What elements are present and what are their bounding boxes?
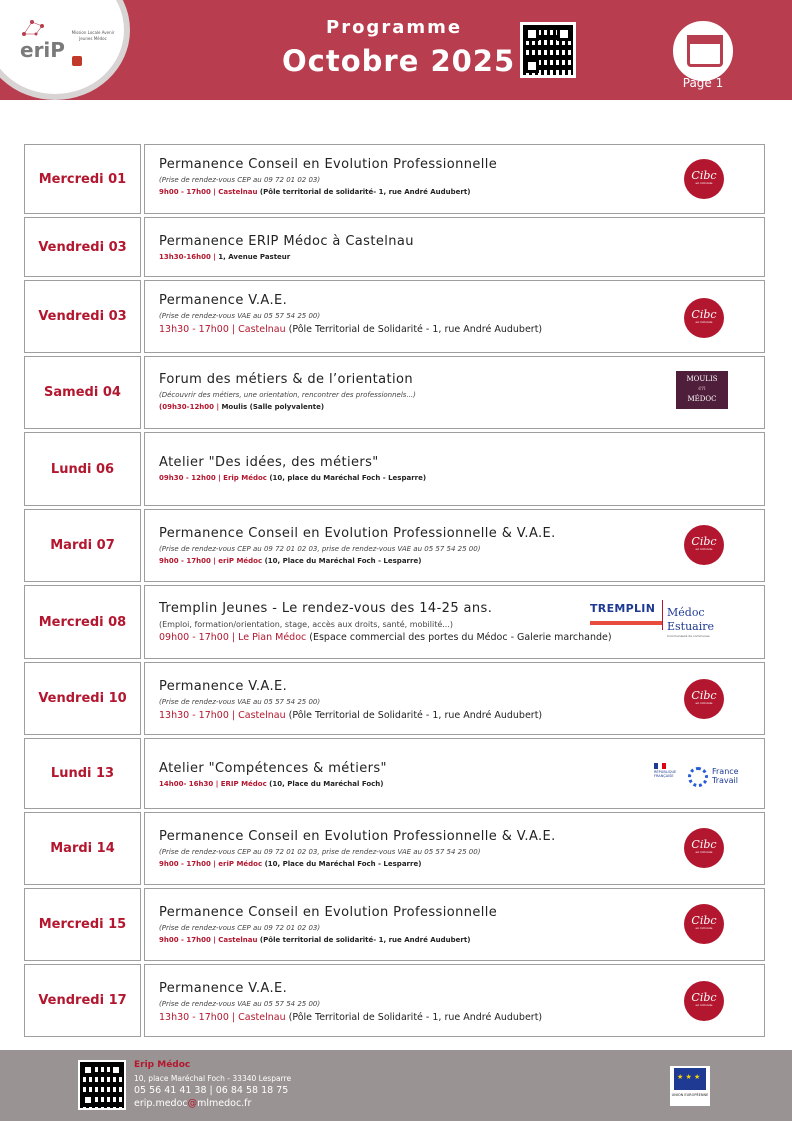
event-content — [144, 280, 765, 353]
event-date: Vendredi 03 — [24, 280, 141, 353]
france-travail-logo: France Travail — [688, 765, 742, 791]
event-title: Forum des métiers & de l’orientation — [159, 372, 414, 387]
event-place: 13h30-16h00 | 1, Avenue Pasteur — [159, 253, 291, 261]
moulis-en-medoc-logo: MOULIS en MÉDOC — [676, 371, 728, 409]
event-content — [144, 964, 765, 1037]
event-date: Mercredi 08 — [24, 585, 141, 659]
event-row — [24, 585, 765, 659]
page-header — [0, 0, 792, 100]
event-row — [24, 662, 765, 735]
event-note: (Prise de rendez-vous VAE au 05 57 54 25 00) — [159, 312, 321, 320]
event-content — [144, 432, 765, 506]
event-title: Permanence ERIP Médoc à Castelnau — [159, 234, 414, 249]
event-date: Lundi 13 — [24, 738, 141, 809]
event-note: (Prise de rendez-vous VAE au 05 57 54 25 00) — [159, 1000, 321, 1008]
event-content — [144, 509, 765, 582]
event-place: 09h00 - 17h00 | Le Pian Médoc (Espace commercial des portes du Médoc - Galerie marchande) — [159, 632, 612, 643]
event-title: Permanence Conseil en Evolution Professionnelle & V.A.E. — [159, 829, 556, 844]
event-row — [24, 144, 765, 214]
cibc-logo: Cibc en Gironde — [684, 159, 724, 199]
event-content — [144, 888, 765, 961]
cibc-logo: Cibc en Gironde — [684, 298, 724, 338]
eu-flag-icon — [674, 1068, 706, 1090]
event-content — [144, 812, 765, 885]
tremplin-jeunes-logo: TREMPLIN — [590, 602, 662, 625]
header-title-small: Programme — [326, 17, 463, 38]
cibc-logo: Cibc en Gironde — [684, 525, 724, 565]
event-content — [144, 217, 765, 277]
event-content — [144, 144, 765, 214]
event-note: (Prise de rendez-vous VAE au 05 57 54 25 00) — [159, 698, 321, 706]
calendar-badge — [670, 18, 736, 84]
agenda-table — [24, 144, 765, 1040]
event-date: Vendredi 03 — [24, 217, 141, 277]
event-row — [24, 812, 765, 885]
event-date: Samedi 04 — [24, 356, 141, 429]
footer-email-link[interactable]: erip.medoc@mlmedoc.fr — [134, 1098, 252, 1109]
event-date: Vendredi 17 — [24, 964, 141, 1037]
event-title: Permanence V.A.E. — [159, 293, 288, 308]
erip-logo — [0, 0, 130, 100]
page-number: Page 1 — [682, 76, 724, 90]
event-place: 13h30 - 17h00 | Castelnau (Pôle Territorial de Solidarité - 1, rue André Audubert) — [159, 710, 543, 721]
event-row — [24, 964, 765, 1037]
event-note: (Prise de rendez-vous CEP au 09 72 01 02 03) — [159, 924, 321, 932]
event-content — [144, 738, 765, 809]
cibc-logo: Cibc en Gironde — [684, 904, 724, 944]
event-title: Atelier "Des idées, des métiers" — [159, 455, 379, 470]
event-row — [24, 509, 765, 582]
event-date: Mercredi 15 — [24, 888, 141, 961]
republique-francaise-logo: RÉPUBLIQUE FRANÇAISE — [654, 763, 682, 789]
erip-logo-text: eriP — [20, 38, 65, 62]
event-title: Permanence V.A.E. — [159, 981, 288, 996]
page-footer — [0, 1050, 792, 1121]
event-date: Lundi 06 — [24, 432, 141, 506]
event-date: Mercredi 01 — [24, 144, 141, 214]
event-row — [24, 888, 765, 961]
event-content — [144, 356, 765, 429]
qr-code-icon[interactable] — [520, 22, 576, 78]
footer-phones[interactable]: 05 56 41 41 38 | 06 84 58 18 75 — [134, 1085, 289, 1096]
footer-address: 10, place Maréchal Foch - 33340 Lesparre — [134, 1074, 292, 1083]
event-note: (Prise de rendez-vous CEP au 09 72 01 02 03, prise de rendez-vous VAE au 05 57 54 25 00) — [159, 545, 481, 553]
event-content — [144, 662, 765, 735]
event-place: 13h30 - 17h00 | Castelnau (Pôle Territorial de Solidarité - 1, rue André Audubert) — [159, 1012, 543, 1023]
event-date: Mardi 07 — [24, 509, 141, 582]
cibc-logo: Cibc en Gironde — [684, 981, 724, 1021]
event-note: (Emploi, formation/orientation, stage, accès aux droits, santé, mobilité...) — [159, 620, 453, 629]
event-title: Permanence Conseil en Evolution Professionnelle — [159, 905, 498, 920]
event-row — [24, 217, 765, 277]
event-row — [24, 432, 765, 506]
event-place: 13h30 - 17h00 | Castelnau (Pôle Territorial de Solidarité - 1, rue André Audubert) — [159, 324, 543, 335]
cibc-logo: Cibc en Gironde — [684, 679, 724, 719]
region-logo — [72, 56, 82, 66]
event-title: Permanence Conseil en Evolution Professionnelle — [159, 157, 498, 172]
qr-code-icon[interactable] — [78, 1060, 126, 1110]
event-row — [24, 738, 765, 809]
eu-flag-logo: ★ ★ ★ UNION EUROPÉENNE — [670, 1066, 710, 1106]
event-row — [24, 356, 765, 429]
event-place: 14h00- 16h30 | ERIP Médoc (10, Place du Maréchal Foch) — [159, 780, 384, 788]
footer-org-name: Erip Médoc — [134, 1060, 191, 1070]
event-place: 9h00 - 17h00 | Castelnau (Pôle territorial de solidarité- 1, rue André Audubert) — [159, 188, 471, 196]
calendar-icon-top — [687, 35, 723, 44]
event-title: Tremplin Jeunes - Le rendez-vous des 14-25 ans. — [159, 601, 493, 616]
event-place: 9h00 - 17h00 | eriP Médoc (10, Place du Maréchal Foch - Lesparre) — [159, 557, 422, 565]
event-note: (Découvrir des métiers, une orientation, rencontrer des professionnels...) — [159, 391, 416, 399]
event-date: Vendredi 10 — [24, 662, 141, 735]
event-date: Mardi 14 — [24, 812, 141, 885]
event-title: Permanence Conseil en Evolution Professionnelle & V.A.E. — [159, 526, 556, 541]
event-title: Atelier "Compétences & métiers" — [159, 761, 387, 776]
mission-locale-text: Mission Locale Avenir Jeunes Médoc — [71, 30, 115, 41]
event-place: 09h30 - 12h00 | Erip Médoc (10, place du Maréchal Foch - Lesparre) — [159, 474, 427, 482]
network-dots-icon — [20, 16, 48, 38]
event-place: 9h00 - 17h00 | Castelnau (Pôle territorial de solidarité- 1, rue André Audubert) — [159, 936, 471, 944]
event-row — [24, 280, 765, 353]
event-content — [144, 585, 765, 659]
event-note: (Prise de rendez-vous CEP au 09 72 01 02 03, prise de rendez-vous VAE au 05 57 54 25 00) — [159, 848, 481, 856]
medoc-estuaire-logo: Médoc Estuaire Communauté de communes — [662, 600, 750, 630]
event-note: (Prise de rendez-vous CEP au 09 72 01 02 03) — [159, 176, 321, 184]
header-title: Octobre 2025 — [282, 44, 516, 78]
event-title: Permanence V.A.E. — [159, 679, 288, 694]
event-place: (09h30-12h00 | Moulis (Salle polyvalente) — [159, 403, 325, 411]
cibc-logo: Cibc en Gironde — [684, 828, 724, 868]
event-place: 9h00 - 17h00 | eriP Médoc (10, Place du Maréchal Foch - Lesparre) — [159, 860, 422, 868]
